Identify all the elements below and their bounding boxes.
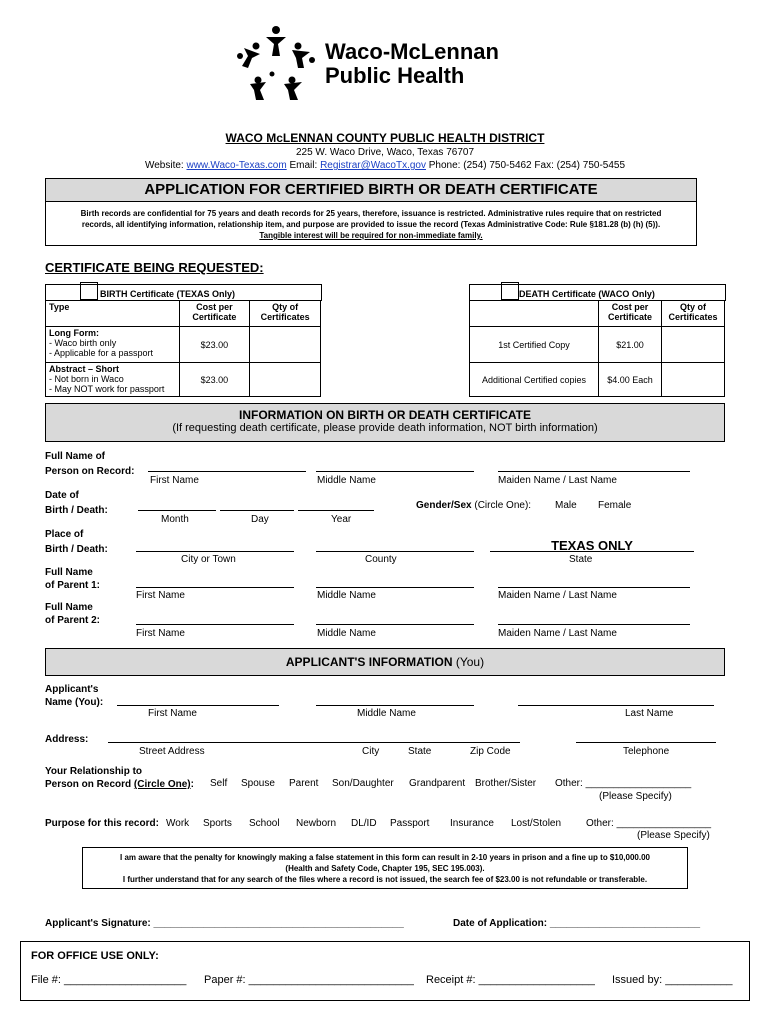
relationship-self[interactable]: Self bbox=[210, 778, 228, 789]
notice-line-1: Birth records are confidential for 75 years and death records for 25 years, therefore, issuance is restricted. Administrative rules require that on restricted bbox=[80, 209, 662, 218]
parent1-first-caption: First Name bbox=[136, 590, 185, 601]
parent2-middle-caption: Middle Name bbox=[317, 628, 376, 639]
street-caption: Street Address bbox=[139, 746, 205, 757]
district-name: WACO McLENNAN COUNTY PUBLIC HEALTH DISTRICT bbox=[225, 131, 545, 145]
additional-copies-price: $4.00 Each bbox=[599, 363, 662, 397]
parent1-last-name-input[interactable] bbox=[498, 587, 690, 588]
telephone-input[interactable] bbox=[576, 742, 716, 743]
logo-line-1: Waco-McLennan bbox=[325, 39, 499, 64]
texas-only-value: TEXAS ONLY bbox=[551, 538, 633, 553]
purpose-label: Purpose for this record: bbox=[45, 818, 159, 829]
birth-table-top bbox=[45, 284, 322, 301]
parent2-last-caption: Maiden Name / Last Name bbox=[498, 628, 617, 639]
parent2-label bbox=[45, 601, 100, 627]
notice-line-2: records, all identifying information, relationship item, and purpose are provided to issue the record (Texas Administrative Code: Rule §181.28 (b) (h) (5)). bbox=[81, 220, 661, 229]
relationship-parent[interactable]: Parent bbox=[289, 778, 319, 789]
parent2-first-caption: First Name bbox=[136, 628, 185, 639]
gender-label-text: Gender/Sex bbox=[416, 500, 472, 511]
phone-number: Phone: (254) 750-5462 bbox=[428, 160, 532, 171]
relationship-spouse[interactable]: Spouse bbox=[241, 778, 275, 789]
purpose-sports[interactable]: Sports bbox=[203, 818, 232, 829]
parent1-last-caption: Maiden Name / Last Name bbox=[498, 590, 617, 601]
title-box bbox=[45, 178, 697, 202]
telephone-caption: Telephone bbox=[623, 746, 670, 757]
year-input[interactable] bbox=[298, 510, 374, 511]
first-copy-label: 1st Certified Copy bbox=[470, 327, 599, 363]
place-label-2: Birth / Death: bbox=[45, 544, 108, 555]
cert-section-heading: CERTIFICATE BEING REQUESTED: bbox=[45, 260, 264, 275]
date-label bbox=[45, 488, 108, 518]
abstract-note-2: - May NOT work for passport bbox=[49, 384, 165, 394]
relationship-label-2: Person on Record (Circle One): bbox=[45, 779, 194, 790]
logo-line-2: Public Health bbox=[325, 63, 465, 88]
applicant-section-title bbox=[46, 649, 724, 675]
parent1-label-1: Full Name bbox=[45, 567, 93, 578]
parent2-middle-name-input[interactable] bbox=[316, 624, 474, 625]
purpose-work[interactable]: Work bbox=[166, 818, 190, 829]
place-label-1: Place of bbox=[45, 529, 84, 540]
parent2-label-2: of Parent 2: bbox=[45, 615, 101, 626]
applicant-middle-name-input[interactable] bbox=[316, 705, 474, 706]
birth-col-cost: Cost per Certificate bbox=[179, 301, 250, 327]
abstract-price: $23.00 bbox=[179, 363, 250, 397]
parent1-label-2: of Parent 1: bbox=[45, 580, 101, 591]
purpose-specify-caption: (Please Specify) bbox=[637, 830, 710, 841]
penalty-line-2: (Health and Safety Code, Chapter 195, SEC 195.003). bbox=[285, 864, 485, 873]
full-name-label-1: Full Name of bbox=[45, 451, 106, 462]
applicant-last-caption: Last Name bbox=[625, 708, 674, 719]
fax-number: Fax: (254) 750-5455 bbox=[534, 160, 626, 171]
parent1-first-name-input[interactable] bbox=[136, 587, 294, 588]
purpose-dl-id[interactable]: DL/ID bbox=[351, 818, 377, 829]
parent1-middle-name-input[interactable] bbox=[316, 587, 474, 588]
record-last-name-input[interactable] bbox=[498, 471, 690, 472]
first-copy-price: $21.00 bbox=[599, 327, 662, 363]
long-form-qty-input[interactable] bbox=[250, 327, 321, 363]
info-section-box bbox=[45, 403, 725, 442]
page-title: APPLICATION FOR CERTIFIED BIRTH OR DEATH CERTIFICATE bbox=[144, 181, 598, 198]
additional-copies-label: Additional Certified copies bbox=[470, 363, 599, 397]
relationship-son-daughter[interactable]: Son/Daughter bbox=[332, 778, 394, 789]
office-use-box bbox=[20, 941, 750, 1001]
record-first-name-caption: First Name bbox=[150, 475, 199, 486]
long-form-cell bbox=[46, 327, 180, 363]
office-paper-field[interactable]: Paper #: ___________________________ bbox=[204, 974, 414, 986]
notice-line-3: Tangible interest will be required for non-immediate family. bbox=[259, 231, 483, 240]
applicant-middle-caption: Middle Name bbox=[357, 708, 416, 719]
abstract-qty-input[interactable] bbox=[250, 363, 321, 397]
parent1-label bbox=[45, 566, 100, 592]
county-caption: County bbox=[365, 554, 397, 565]
year-caption: Year bbox=[331, 514, 352, 525]
day-caption: Day bbox=[251, 514, 269, 525]
logo-title bbox=[325, 40, 499, 88]
applicant-first-name-input[interactable] bbox=[117, 705, 279, 706]
month-input[interactable] bbox=[138, 510, 216, 511]
birth-table bbox=[45, 300, 321, 397]
relationship-specify-caption: (Please Specify) bbox=[599, 791, 672, 802]
full-name-label-2: Person on Record: bbox=[45, 466, 135, 477]
birth-col-type: Type bbox=[46, 301, 180, 327]
death-col-cost: Cost per Certificate bbox=[599, 301, 662, 327]
purpose-insurance[interactable]: Insurance bbox=[450, 818, 494, 829]
purpose-passport[interactable]: Passport bbox=[390, 818, 430, 829]
applicant-name-label-2: Name (You): bbox=[45, 697, 104, 708]
day-input[interactable] bbox=[220, 510, 294, 511]
birth-certificate-label: BIRTH Certificate (TEXAS Only) bbox=[100, 289, 236, 299]
info-section-subheading: (If requesting death certificate, please provide death information, NOT birth information) bbox=[172, 422, 598, 434]
parent2-first-name-input[interactable] bbox=[136, 624, 294, 625]
contact-line bbox=[0, 160, 770, 171]
death-table-top bbox=[469, 284, 726, 301]
first-copy-qty-input[interactable] bbox=[662, 327, 725, 363]
penalty-line-1: I am aware that the penalty for knowingly making a false statement in this form can result in 2-10 years in prison and a fine up to $10,000.00 bbox=[120, 853, 650, 862]
people-circle-logo-icon bbox=[232, 24, 320, 102]
birth-col-qty: Qty of Certificates bbox=[250, 301, 321, 327]
death-col-type bbox=[470, 301, 599, 327]
notice-box bbox=[45, 201, 697, 246]
parent2-last-name-input[interactable] bbox=[498, 624, 690, 625]
applicant-section-heading: APPLICANT'S INFORMATION bbox=[285, 655, 453, 669]
website-link[interactable]: www.Waco-Texas.com bbox=[186, 160, 287, 171]
abstract-label: Abstract – Short bbox=[49, 364, 120, 374]
date-of-application-field[interactable]: Date of Application: ___________________________ bbox=[453, 918, 701, 929]
applicant-section-you: (You) bbox=[455, 655, 485, 669]
death-certificate-label: DEATH Certificate (WACO Only) bbox=[519, 289, 655, 299]
long-form-label: Long Form: bbox=[49, 328, 99, 338]
record-last-name-caption: Maiden Name / Last Name bbox=[498, 475, 617, 486]
gender-male-option[interactable]: Male bbox=[555, 500, 577, 511]
zip-caption: Zip Code bbox=[470, 746, 511, 757]
state-caption-applicant: State bbox=[408, 746, 432, 757]
relationship-other-input[interactable]: Other: ___________________ bbox=[555, 778, 692, 789]
office-receipt-field[interactable]: Receipt #: ___________________ bbox=[426, 974, 595, 986]
office-use-heading: FOR OFFICE USE ONLY: bbox=[31, 950, 159, 962]
relationship-label-text: Person on Record bbox=[45, 779, 132, 790]
relationship-label bbox=[45, 765, 194, 791]
applicant-signature-field[interactable]: Applicant's Signature: _____________________________________________ bbox=[45, 918, 404, 929]
abstract-note-1: - Not born in Waco bbox=[49, 374, 124, 384]
city-caption: City or Town bbox=[181, 554, 236, 565]
parent1-middle-caption: Middle Name bbox=[317, 590, 376, 601]
full-name-label bbox=[45, 449, 134, 479]
death-col-qty: Qty of Certificates bbox=[662, 301, 725, 327]
long-form-note-2: - Applicable for a passport bbox=[49, 348, 154, 358]
parent2-label-1: Full Name bbox=[45, 602, 93, 613]
applicant-section-box bbox=[45, 648, 725, 676]
email-label: Email: bbox=[289, 160, 318, 171]
relationship-brother-sister[interactable]: Brother/Sister bbox=[475, 778, 537, 789]
address-label: Address: bbox=[45, 734, 89, 745]
abstract-cell bbox=[46, 363, 180, 397]
city-caption-applicant: City bbox=[362, 746, 380, 757]
penalty-box bbox=[82, 847, 688, 889]
purpose-newborn[interactable]: Newborn bbox=[296, 818, 337, 829]
record-middle-name-input[interactable] bbox=[316, 471, 474, 472]
additional-copies-qty-input[interactable] bbox=[662, 363, 725, 397]
applicant-last-name-input[interactable] bbox=[518, 705, 714, 706]
relationship-circle-hint: (Circle One) bbox=[133, 779, 191, 790]
state-caption: State bbox=[569, 554, 593, 565]
date-label-1: Date of bbox=[45, 490, 79, 501]
gender-female-option[interactable]: Female bbox=[598, 500, 632, 511]
record-first-name-input[interactable] bbox=[148, 471, 306, 472]
office-file-field[interactable]: File #: ____________________ bbox=[31, 974, 187, 986]
death-table bbox=[469, 300, 725, 397]
website-label: Website: bbox=[144, 160, 184, 171]
place-label bbox=[45, 527, 108, 557]
gender-label bbox=[416, 500, 531, 511]
purpose-lost-stolen[interactable]: Lost/Stolen bbox=[511, 818, 562, 829]
relationship-label-1: Your Relationship to bbox=[45, 766, 143, 777]
office-issued-by-field[interactable]: Issued by: ___________ bbox=[612, 974, 733, 986]
penalty-line-3: I further understand that for any search of the files where a record is not issued, the search fee of $23.00 is not refundable or transferable. bbox=[122, 875, 648, 884]
relationship-grandparent[interactable]: Grandparent bbox=[409, 778, 466, 789]
applicant-first-caption: First Name bbox=[148, 708, 197, 719]
long-form-price: $23.00 bbox=[179, 327, 250, 363]
email-link[interactable]: Registrar@WacoTx.gov bbox=[320, 160, 426, 171]
address-input[interactable] bbox=[108, 742, 520, 743]
county-input[interactable] bbox=[316, 551, 474, 552]
month-caption: Month bbox=[161, 514, 189, 525]
applicant-name-label-1: Applicant's bbox=[45, 684, 99, 695]
record-middle-name-caption: Middle Name bbox=[317, 475, 376, 486]
district-address: 225 W. Waco Drive, Waco, Texas 76707 bbox=[295, 147, 475, 158]
gender-hint: (Circle One): bbox=[474, 500, 532, 511]
long-form-note-1: - Waco birth only bbox=[49, 338, 117, 348]
city-input[interactable] bbox=[136, 551, 294, 552]
applicant-name-label bbox=[45, 683, 103, 709]
info-section-heading: INFORMATION ON BIRTH OR DEATH CERTIFICATE bbox=[239, 408, 531, 422]
purpose-other-input[interactable]: Other: _________________ bbox=[586, 818, 712, 829]
date-label-2: Birth / Death: bbox=[45, 505, 108, 516]
purpose-school[interactable]: School bbox=[249, 818, 280, 829]
